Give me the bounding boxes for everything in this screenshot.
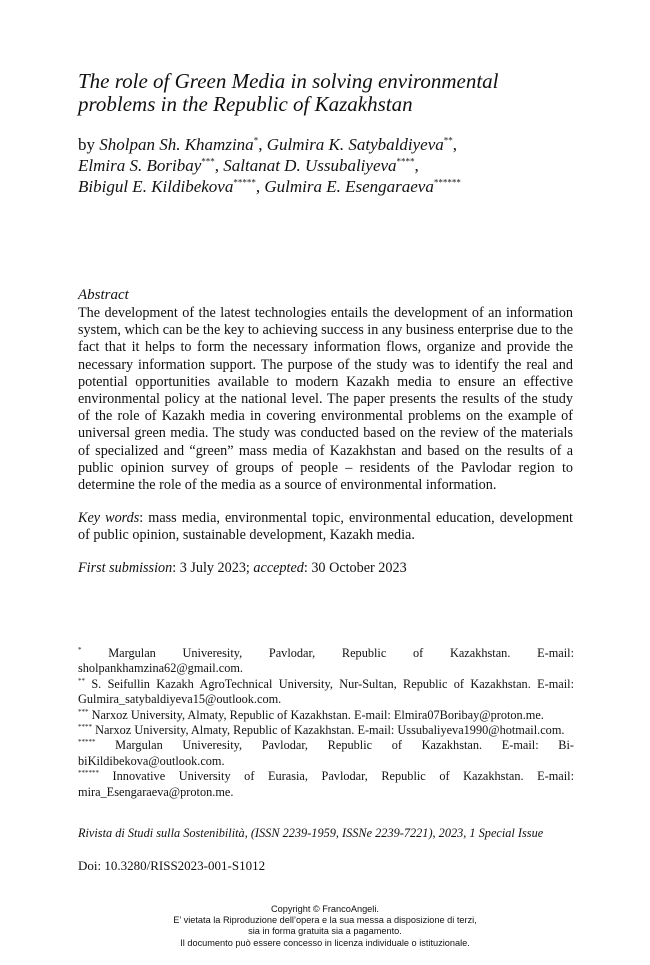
author-mark: ****** (433, 177, 461, 188)
submission-date: : 3 July 2023; (172, 560, 254, 576)
footnote-text: Narxoz University, Almaty, Republic of Kazakhstan. E-mail: Ussubaliyeva1990@hotmail.com. (92, 723, 565, 738)
author-mark: ** (443, 135, 453, 146)
footnote-mark: ****** (78, 769, 99, 778)
author-name: Gulmira K. Satybaldiyeva (266, 135, 444, 154)
keywords (78, 510, 573, 544)
doi: Doi: 10.3280/RISS2023-001-S1012 (78, 858, 266, 873)
author-name: Elmira S. Boribay (78, 156, 202, 175)
accepted-label: accepted (253, 560, 304, 576)
author-name: Bibigul E. Kildibekova (78, 177, 234, 196)
title-line-2: problems in the Republic of Kazakhstan (78, 92, 413, 116)
footnote-text: Narxoz University, Almaty, Republic of Kazakhstan. E-mail: Elmira07Boribay@proton.me. (88, 707, 544, 722)
submission-dates (78, 560, 573, 577)
keywords-text: : mass media, environmental topic, environmental education, development of public opinion, sustainable development, Kazakh media. (78, 510, 573, 544)
title-line-1: The role of Green Media in solving environmental (78, 69, 499, 93)
author-mark: **** (396, 156, 415, 167)
copyright-notice (0, 904, 650, 949)
abstract-text: The development of the latest technologies entails the development of an information system, which can be the key to achieving success in any business enterprise due to the fact that it helps to form the necessary information flows, organize and provide the necessary information support. The purpose of the study was to identify the real and potential opportunities available to modern Kazakh media to ensure an effective environmental policy at the national level. The paper presents the results of the study of the role of Kazakh media in covering environmental problems on the example of universal green media. The study was conducted based on the review of the materials of specialized and “green” mass media of Kazakhstan and based on the results of a public opinion survey of groups of people – residents of the Pavlodar region to determine the role of the media as a source of environmental information. (78, 305, 573, 494)
footnote-mark: * (78, 645, 82, 654)
author-name: Saltanat D. Ussubaliyeva (223, 156, 397, 175)
author-list: by Sholpan Sh. Khamzina*, Gulmira K. Satybaldiyeva**, Elmira S. Boribay***, Saltanat D. Ussubaliyeva****, Bibigul E. Kildibekova*****, Gulmira E. Esengaraeva****** (78, 135, 461, 196)
copyright-line-2: E’ vietata la Riproduzione dell’opera e la sua messa a disposizione di terzi, (173, 915, 477, 926)
footnote-text: Margulan Univeresity, Pavlodar, Republic of Kazakhstan. E-mail: Bi-biKildibekova@outlook.com. (78, 738, 574, 768)
footnote (78, 738, 574, 769)
author-mark: * (253, 135, 259, 146)
footnote-text: S. Seifullin Kazakh AgroTechnical University, Nur-Sultan, Republic of Kazakhstan. E-mail: Gulmira_satybaldiyeva15@outlook.com. (78, 676, 574, 707)
author-name: Sholpan Sh. Khamzina (99, 135, 254, 154)
footnote (78, 769, 574, 800)
footnote-mark: ***** (78, 738, 96, 747)
footnote-text: Innovative University of Eurasia, Pavlodar, Republic of Kazakhstan. E-mail: mira_Esengaraeva@proton.me. (78, 769, 574, 799)
author-mark: *** (201, 156, 215, 167)
paper-title (78, 70, 558, 116)
accepted-date: : 30 October 2023 (303, 560, 407, 576)
footnote (78, 677, 574, 708)
by-label: by (78, 135, 95, 154)
copyright-line-4: Il documento può essere concesso in licenza individuale o istituzionale. (180, 937, 470, 948)
keywords-label: Key words (78, 510, 140, 526)
copyright-line-3: sia in forma gratuita sia a pagamento. (248, 926, 402, 937)
footnote-mark: *** (78, 707, 89, 716)
author-name: Gulmira E. Esengaraeva (264, 177, 434, 196)
footnote (78, 708, 574, 723)
footnote-mark: **** (78, 722, 92, 731)
abstract-heading: Abstract (78, 287, 129, 303)
footnote (78, 723, 574, 738)
copyright-line-1: Copyright © FrancoAngeli. (271, 904, 379, 914)
footnote-text: Margulan Univeresity, Pavlodar, Republic of Kazakhstan. E-mail: sholpankhamzina62@gmail.com. (78, 646, 574, 676)
footnote (78, 646, 574, 677)
footnote-mark: ** (78, 676, 85, 685)
submission-label: First submission (78, 560, 173, 576)
author-mark: ***** (233, 177, 256, 188)
footnotes (78, 646, 574, 800)
journal-citation: Rivista di Studi sulla Sostenibilità, (ISSN 2239-1959, ISSNe 2239-7221), 2023, 1 Special Issue (78, 826, 544, 840)
